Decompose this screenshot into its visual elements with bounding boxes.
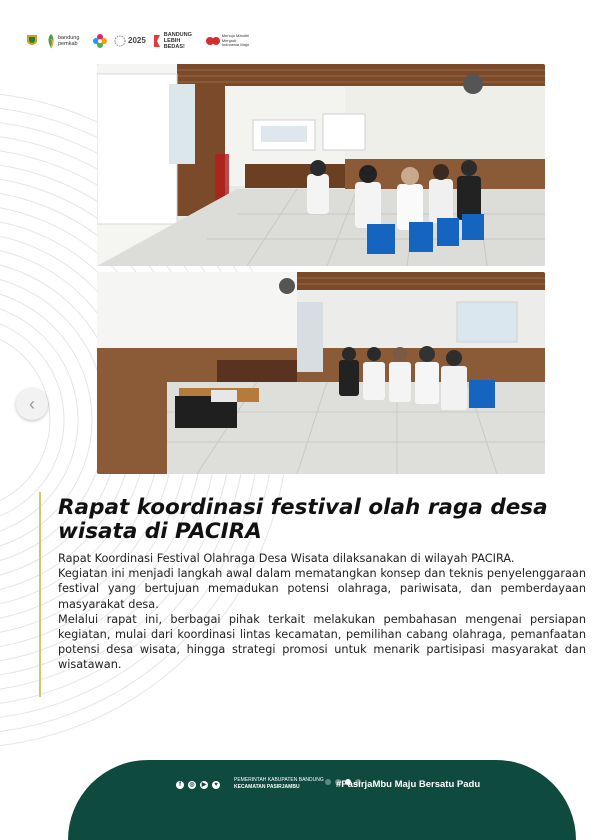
meeting-photo-side xyxy=(97,272,545,474)
article-paragraph: Kegiatan ini menjadi langkah awal dalam mematangkan konsep dan teknis penyelenggaraan festival yang bertujuan memadukan potensi olahraga, pariwisata, dan pemberdayaan masyarakat desa. xyxy=(58,567,586,611)
red-circles-icon xyxy=(206,36,220,46)
logo-red-circles xyxy=(206,34,254,48)
footer-org-line2: KECAMATAN PASIRJAMBU xyxy=(234,784,300,790)
logo-text-bedas: BANDUNG LEBIH BEDAS! xyxy=(163,32,192,50)
article-title: Rapat koordinasi festival olah raga desa wisata di PACIRA xyxy=(58,495,548,544)
footer-org xyxy=(234,777,324,791)
logo-text-2025: 2025 xyxy=(128,36,146,45)
article-body xyxy=(58,551,586,673)
sun-2025-icon xyxy=(114,35,126,47)
footer-banner xyxy=(68,760,576,840)
bandung-lebih-bedas-icon xyxy=(152,34,162,48)
carousel-dot[interactable] xyxy=(325,779,331,785)
youtube-icon[interactable]: ▶ xyxy=(201,782,207,788)
logo-festival xyxy=(92,33,108,49)
article-paragraph: Melalui rapat ini, berbagai pihak terkait melakukan pembahasan mengenai persiapan kegiatan, mulai dari koordinasi lintas kecamatan, pemilihan cabang olahraga, pemanfaatan potensi desa wisata, hingga strategi promosi untuk menarik partisipasi masyarakat dan wisatawan. xyxy=(58,612,586,672)
logo-lebih-bedas xyxy=(152,32,200,50)
meeting-room-photo-side xyxy=(97,272,545,474)
meeting-photo-front xyxy=(97,64,545,266)
bandung-regency-crest-icon xyxy=(24,33,40,49)
meeting-room-photo-front xyxy=(97,64,545,266)
festival-flower-icon xyxy=(92,33,108,49)
article-paragraph: Rapat Koordinasi Festival Olahraga Desa Wisata dilaksanakan di wilayah PACIRA. xyxy=(58,552,515,565)
logo-text-pemkab: bandung pemkab xyxy=(58,35,80,47)
instagram-icon[interactable]: ◎ xyxy=(189,782,195,788)
logo-text-maju: Menuju Mandiri Menjadi Indonesia Maju xyxy=(221,33,250,48)
footer-org-line1: PEMERINTAH KABUPATEN BANDUNG xyxy=(234,777,324,783)
twitter-icon[interactable]: ♥ xyxy=(212,781,220,789)
logo-bandung-pemkab xyxy=(46,33,86,49)
logo-2025 xyxy=(114,35,146,47)
social-icons xyxy=(176,781,220,789)
bandung-pemkab-leaf-icon xyxy=(46,33,56,49)
facebook-icon[interactable]: f xyxy=(176,781,184,789)
footer-hashtag: #PasirjaMbu Maju Bersatu Padu xyxy=(336,779,481,790)
chevron-left-icon: ‹ xyxy=(29,393,35,414)
carousel-prev-button[interactable] xyxy=(16,388,48,420)
logo-bandung-crest xyxy=(24,33,40,49)
accent-divider xyxy=(39,492,41,697)
header-logo-strip xyxy=(24,32,254,50)
